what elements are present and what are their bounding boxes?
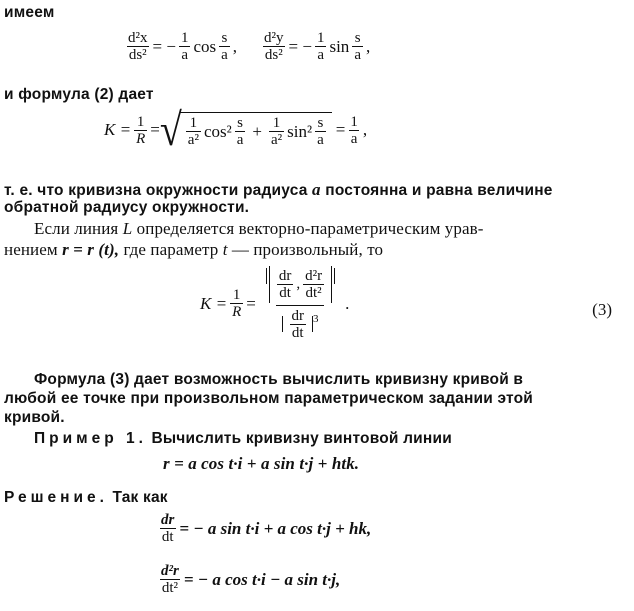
fraction: $\frac{1}{R}$: [232, 287, 242, 320]
equation-first-derivative: $\frac{dr}{dt}$ = − a sin t·i + a cos t·j + hk,: [161, 512, 372, 545]
text-line: кривой.: [4, 409, 65, 426]
fraction: $\frac{1}{a}$: [316, 30, 325, 63]
big-fraction: $\frac{dr}{dt}$ , $\frac{\text{d²r}}{\text{dt²}}$ $\frac{dr}{dt}$ $^3$: [259, 264, 342, 343]
fraction: $\frac{1}{a}$: [180, 30, 189, 63]
fraction: $\frac{1}{\text{a²}}$: [270, 115, 283, 148]
text-line: Пример 1. Вычислить кривизну винтовой линии: [34, 430, 452, 447]
text-line: Формула (3) дает возможность вычислить кривизну кривой в: [34, 371, 524, 388]
fraction: $\frac{\text{d²r}}{\text{dt²}}$: [305, 268, 323, 301]
fraction: $\frac{s}{a}$: [317, 115, 324, 148]
fraction: $\frac{1}{R}$: [136, 113, 146, 147]
text-line: Решение. Так как: [4, 489, 168, 506]
text-line: нением r = r (t), где параметр t — произвольный, то: [4, 240, 384, 259]
fraction: $\frac{1}{a}$: [350, 113, 358, 147]
fraction: $\frac{s}{a}$: [354, 30, 361, 63]
example-label: Пример 1.: [34, 430, 147, 447]
fraction: $\frac{\text{d²y}}{\text{ds²}}$: [264, 30, 284, 63]
sqrt: √ $\frac{1}{\text{a²}}$ cos² $\frac{s}{a}$ + $\frac{1}{\text{a²}}$ sin² $\frac{s}{a}$: [160, 110, 332, 150]
fraction: $\frac{dr}{dt}$: [278, 268, 292, 301]
text-line: любой ее точке при произвольном параметрическом задании этой: [4, 390, 534, 407]
fraction: $\frac{s}{a}$: [236, 115, 244, 148]
bracket: $\frac{dr}{dt}$ , $\frac{\text{d²r}}{\text{dt²}}$: [269, 266, 332, 303]
fraction: $\frac{\text{d²x}}{\text{ds²}}$: [128, 30, 148, 63]
text-line: т. е. что кривизна окружности радиуса a постоянна и равна величине: [4, 180, 553, 199]
fraction: $\frac{\text{d²r}}{\text{dt²}}$: [161, 563, 179, 596]
equation-second-derivatives: $\frac{\text{d²x}}{\text{ds²}}$ = − $\frac{1}{a}$ cos $\frac{s}{a}$ , $\frac{\text{d²y}}{\text{ds²}}$ = − $\frac{1}{a}$ sin $\frac{s}{a}$ ,: [128, 30, 371, 63]
fraction: $\frac{dr}{dt}$: [291, 308, 304, 341]
radical-sign: √: [159, 103, 182, 156]
equation-second-derivative: $\frac{\text{d²r}}{\text{dt²}}$ = − a cos t·i − a sin t·j,: [161, 563, 341, 596]
fraction: $\frac{dr}{dt}$: [161, 512, 175, 545]
fraction: $\frac{1}{\text{a²}}$: [187, 115, 199, 148]
equation-curvature-circle: K = $\frac{1}{R}$ = √ $\frac{1}{\text{a²}}$ cos² $\frac{s}{a}$ + $\frac{1}{\text{a²}}$ sin² $\frac{s}{a}$ = $\frac{1}{a}$ ,: [104, 103, 368, 156]
equation-curvature-parametric: K = $\frac{1}{R}$ = $\frac{dr}{dt}$ , $\frac{\text{d²r}}{\text{dt²}}$ $\frac{dr}{dt}$ $^3$ .: [200, 264, 349, 343]
abs-bars: [282, 308, 313, 341]
text-line: обратной радиусу окружности.: [4, 199, 250, 216]
equation-number: (3): [592, 300, 612, 319]
norm-bars: [266, 268, 335, 301]
solution-label: Решение.: [4, 489, 108, 506]
fraction: $\frac{s}{a}$: [221, 30, 228, 63]
text-line: Если линия L определяется векторно-параметрическим урав-: [34, 219, 484, 238]
text-line: имеем: [4, 4, 55, 21]
text-line: и формула (2) дает: [4, 86, 154, 103]
helix-equation: r = a cos t·i + a sin t·j + htk.: [163, 454, 360, 473]
